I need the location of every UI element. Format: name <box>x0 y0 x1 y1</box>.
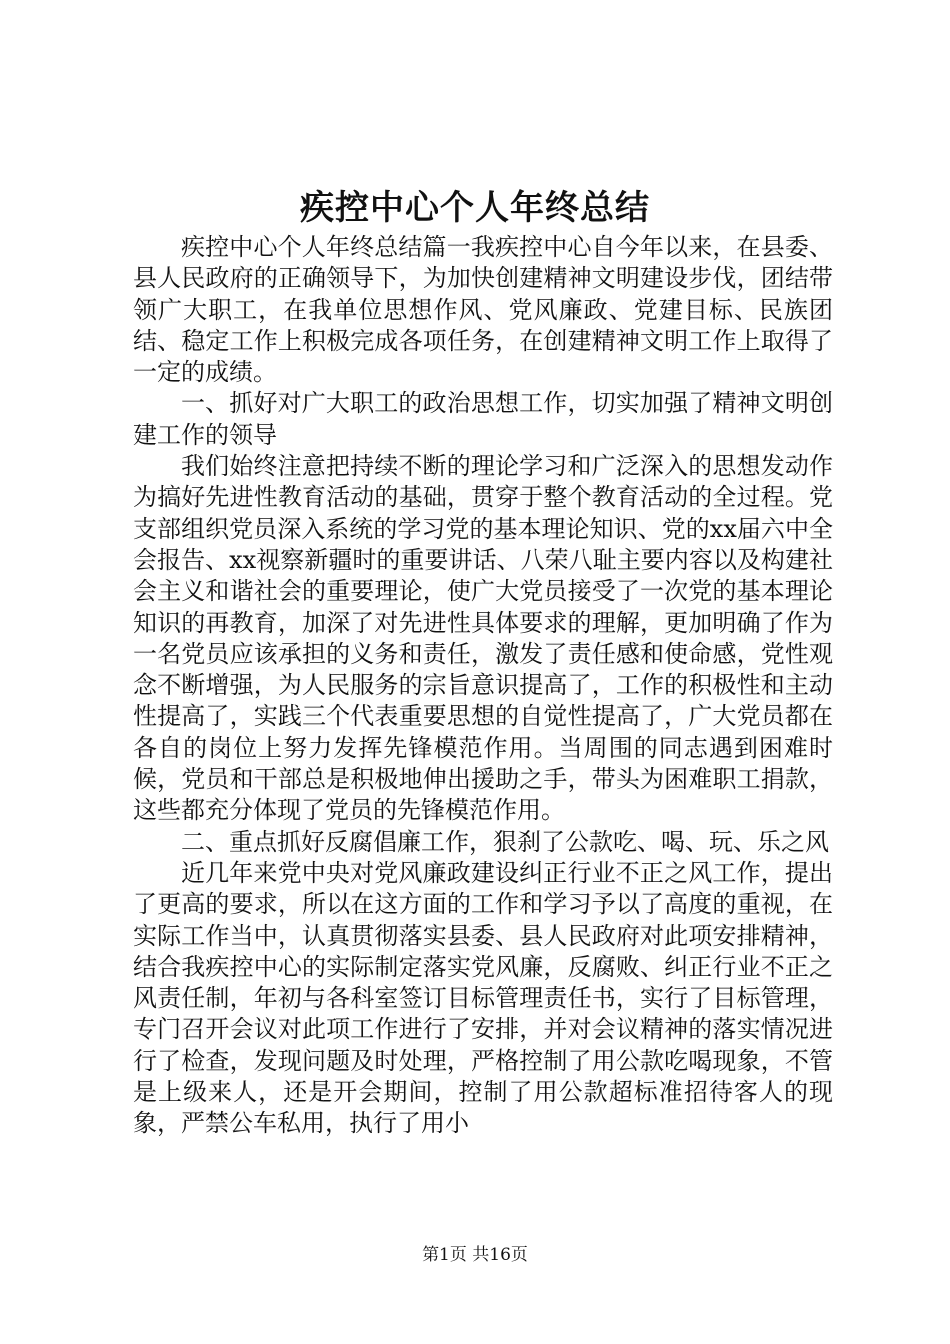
paragraph-intro: 疾控中心个人年终总结篇一我疾控中心自今年以来，在县委、县人民政府的正确领导下，为加快创建精神文明建设步伐，团结带领广大职工，在我单位思想作风、党风廉政、党建目标、民族团结、稳定工作上积极完成各项任务，在创建精神文明工作上取得了一定的成绩。 <box>133 233 833 387</box>
paragraph-section-2: 近几年来党中央对党风廉政建设纠正行业不正之风工作，提出了更高的要求，所以在这方面的工作和学习予以了高度的重视，在实际工作当中，认真贯彻落实县委、县人民政府对此项安排精神，结合我疾控中心的实际制定落实党风廉，反腐败、纠正行业不正之风责任制，年初与各科室签订目标管理责任书，实行了目标管理，专门召开会议对此项工作进行了安排，并对会议精神的落实情况进行了检查，发现问题及时处理，严格控制了用公款吃喝现象，不管是上级来人，还是开会期间，控制了用公款超标准招待客人的现象，严禁公车私用，执行了用小 <box>133 858 833 1138</box>
document-title: 疾控中心个人年终总结 <box>300 188 650 228</box>
paragraph-section-1: 我们始终注意把持续不断的理论学习和广泛深入的思想发动作为搞好先进性教育活动的基础，贯穿于整个教育活动的全过程。党支部组织党员深入系统的学习党的基本理论知识、党的xx届六中全会报告、xx视察新疆时的重要讲话、八荣八耻主要内容以及构建社会主义和谐社会的重要理论，使广大党员接受了一次党的基本理论知识的再教育，加深了对先进性具体要求的理解，更加明确了作为一名党员应该承担的义务和责任，激发了责任感和使命感，党性观念不断增强，为人民服务的宗旨意识提高了，工作的积极性和主动性提高了，实践三个代表重要思想的自觉性提高了，广大党员都在各自的岗位上努力发挥先锋模范作用。当周围的同志遇到困难时候，党员和干部总是积极地伸出援助之手，带头为困难职工捐款，这些都充分体现了党员的先锋模范作用。 <box>133 452 833 825</box>
document-body <box>133 232 833 1140</box>
page-footer: 第1页 共16页 <box>422 1245 528 1265</box>
section-heading-2: 二、重点抓好反腐倡廉工作，狠刹了公款吃、喝、玩、乐之风 <box>181 827 829 856</box>
section-heading-1: 一、抓好对广大职工的政治思想工作，切实加强了精神文明创建工作的领导 <box>133 389 833 449</box>
